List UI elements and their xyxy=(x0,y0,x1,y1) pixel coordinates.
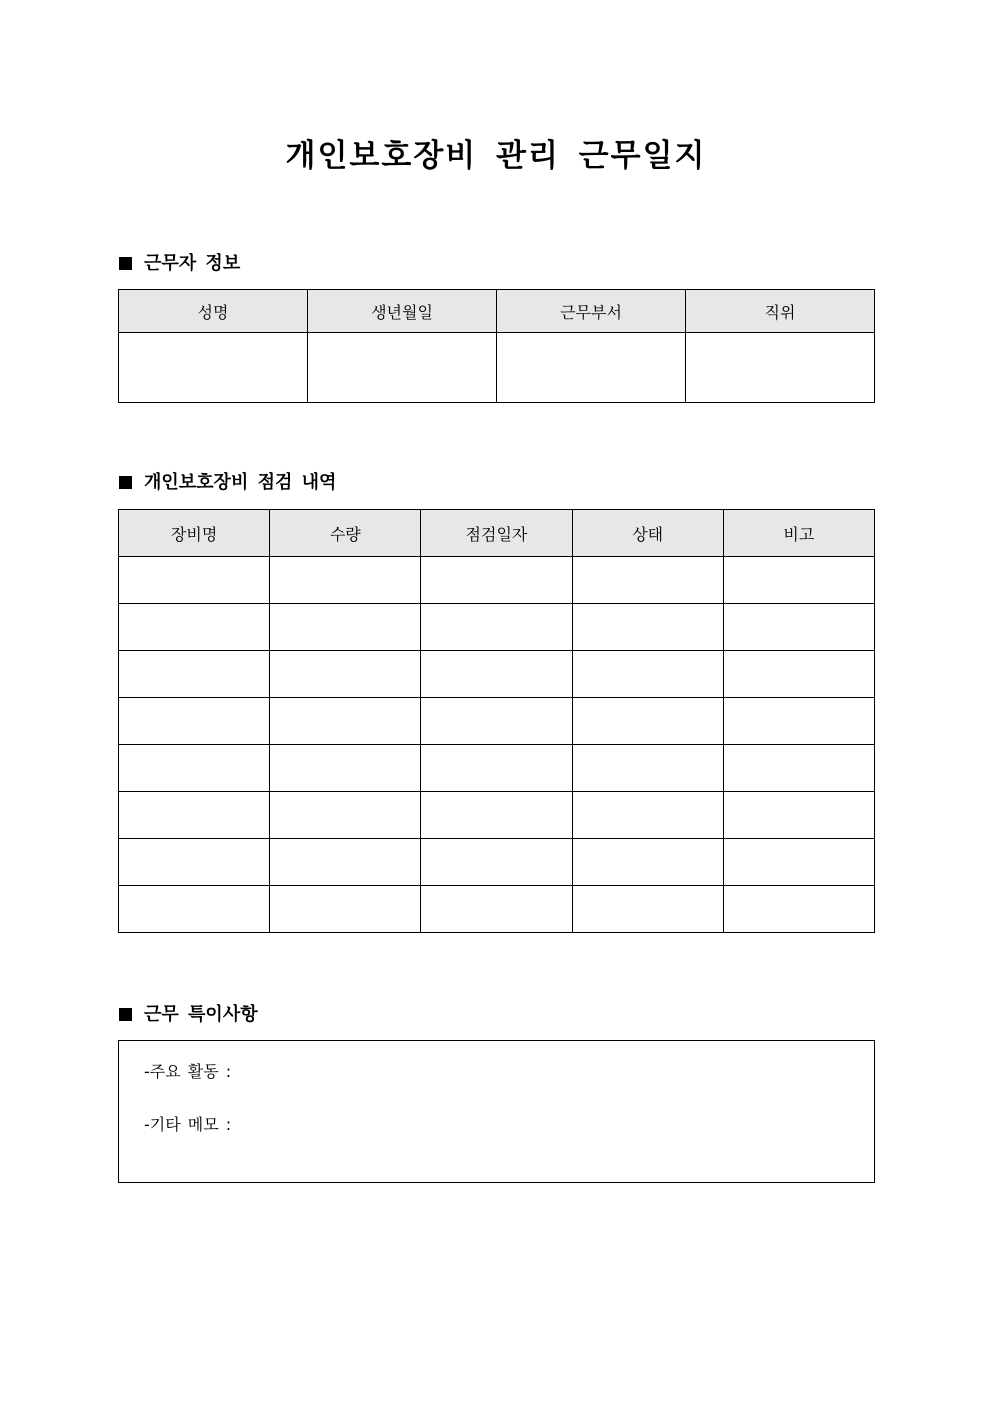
quantity-cell[interactable] xyxy=(270,651,421,698)
table-row xyxy=(119,839,875,886)
section-heading-label: 근무자 정보 xyxy=(144,253,241,274)
quantity-cell[interactable] xyxy=(270,604,421,651)
inspection-date-cell[interactable] xyxy=(421,839,572,886)
inspection-date-cell[interactable] xyxy=(421,698,572,745)
remarks-cell[interactable] xyxy=(723,651,874,698)
inspection-date-cell[interactable] xyxy=(421,886,572,933)
equipment-name-cell[interactable] xyxy=(119,651,270,698)
section-heading-notes xyxy=(119,1003,258,1027)
section-heading-worker-info xyxy=(119,252,240,276)
name-cell[interactable] xyxy=(119,333,308,403)
column-header-department: 근무부서 xyxy=(497,290,686,333)
ppe-inspection-table xyxy=(118,509,875,933)
table-row xyxy=(119,651,875,698)
main-activity-label: -주요 활동 : xyxy=(144,1062,232,1081)
worker-info-table xyxy=(118,289,875,403)
column-header-birthdate: 생년월일 xyxy=(308,290,497,333)
remarks-cell[interactable] xyxy=(723,604,874,651)
inspection-date-cell[interactable] xyxy=(421,604,572,651)
column-header-equipment-name: 장비명 xyxy=(119,510,270,557)
status-cell[interactable] xyxy=(572,792,723,839)
inspection-date-cell[interactable] xyxy=(421,557,572,604)
table-row xyxy=(119,886,875,933)
table-row xyxy=(119,698,875,745)
column-header-quantity: 수량 xyxy=(270,510,421,557)
table-header-row xyxy=(119,290,875,333)
quantity-cell[interactable] xyxy=(270,792,421,839)
notes-box[interactable] xyxy=(118,1040,875,1183)
equipment-name-cell[interactable] xyxy=(119,604,270,651)
equipment-name-cell[interactable] xyxy=(119,745,270,792)
equipment-name-cell[interactable] xyxy=(119,557,270,604)
equipment-name-cell[interactable] xyxy=(119,698,270,745)
remarks-cell[interactable] xyxy=(723,557,874,604)
remarks-cell[interactable] xyxy=(723,886,874,933)
section-heading-ppe-inspection xyxy=(119,471,336,495)
remarks-cell[interactable] xyxy=(723,698,874,745)
status-cell[interactable] xyxy=(572,604,723,651)
quantity-cell[interactable] xyxy=(270,745,421,792)
remarks-cell[interactable] xyxy=(723,745,874,792)
department-cell[interactable] xyxy=(497,333,686,403)
equipment-name-cell[interactable] xyxy=(119,792,270,839)
quantity-cell[interactable] xyxy=(270,886,421,933)
column-header-name: 성명 xyxy=(119,290,308,333)
remarks-cell[interactable] xyxy=(723,839,874,886)
inspection-date-cell[interactable] xyxy=(421,651,572,698)
column-header-inspection-date: 점검일자 xyxy=(421,510,572,557)
section-heading-label: 개인보호장비 점검 내역 xyxy=(144,472,337,493)
document-title: 개인보호장비 관리 근무일지 xyxy=(285,138,707,174)
square-bullet-icon xyxy=(119,476,132,489)
table-row xyxy=(119,604,875,651)
quantity-cell[interactable] xyxy=(270,557,421,604)
table-row xyxy=(119,745,875,792)
column-header-remarks: 비고 xyxy=(723,510,874,557)
birthdate-cell[interactable] xyxy=(308,333,497,403)
table-row xyxy=(119,792,875,839)
position-cell[interactable] xyxy=(686,333,875,403)
status-cell[interactable] xyxy=(572,745,723,792)
other-memo-label: -기타 메모 : xyxy=(144,1115,232,1134)
remarks-cell[interactable] xyxy=(723,792,874,839)
square-bullet-icon xyxy=(119,1008,132,1021)
inspection-date-cell[interactable] xyxy=(421,745,572,792)
quantity-cell[interactable] xyxy=(270,839,421,886)
square-bullet-icon xyxy=(119,257,132,270)
equipment-name-cell[interactable] xyxy=(119,839,270,886)
equipment-name-cell[interactable] xyxy=(119,886,270,933)
table-row xyxy=(119,333,875,403)
status-cell[interactable] xyxy=(572,839,723,886)
status-cell[interactable] xyxy=(572,698,723,745)
section-heading-label: 근무 특이사항 xyxy=(144,1004,258,1025)
table-header-row xyxy=(119,510,875,557)
status-cell[interactable] xyxy=(572,651,723,698)
inspection-date-cell[interactable] xyxy=(421,792,572,839)
column-header-status: 상태 xyxy=(572,510,723,557)
status-cell[interactable] xyxy=(572,886,723,933)
quantity-cell[interactable] xyxy=(270,698,421,745)
table-row xyxy=(119,557,875,604)
column-header-position: 직위 xyxy=(686,290,875,333)
status-cell[interactable] xyxy=(572,557,723,604)
